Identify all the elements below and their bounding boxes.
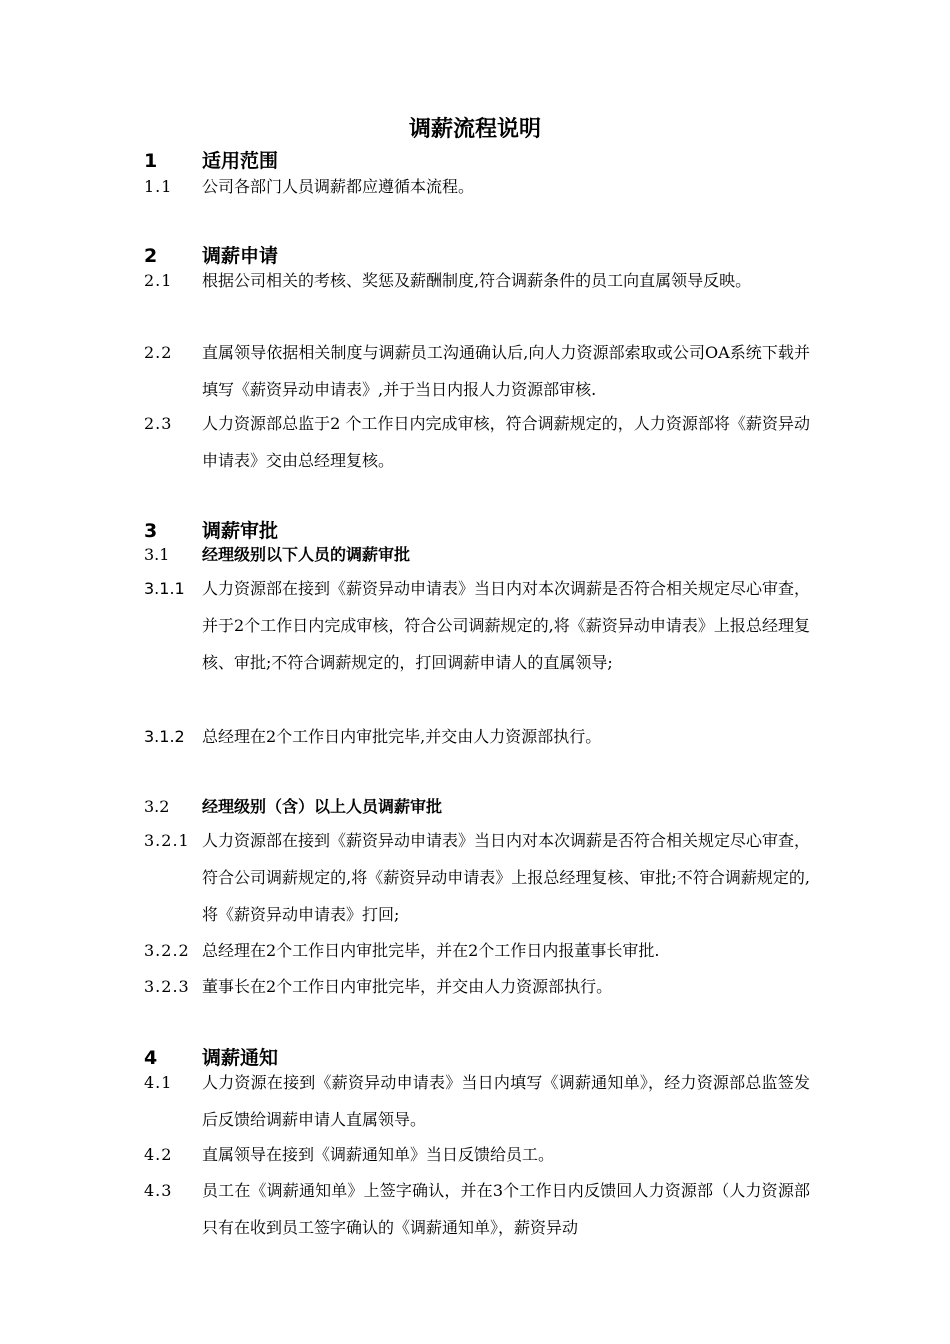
item-number: 4.1 [144, 1073, 173, 1092]
paragraph-4-1 [144, 1064, 810, 1138]
section-title: 调薪通知 [202, 1047, 279, 1069]
section-number: 2 [144, 245, 158, 267]
item-number: 3.2.3 [144, 977, 190, 996]
paragraph-3-2-2 [144, 932, 810, 969]
item-text: 人力资源部总监于2 个工作日内完成审核，符合调薪规定的，人力资源部将《薪资异动申请表》交由总经理复核。 [202, 414, 810, 470]
paragraph-2-1 [144, 262, 810, 299]
item-text: 人力资源在接到《薪资异动申请表》当日内填写《调薪通知单》，经力资源部总监签发后反馈给调薪申请人直属领导。 [202, 1073, 810, 1129]
section-title: 调薪申请 [202, 245, 279, 267]
paragraph-3-2-3 [144, 968, 810, 1005]
item-text: 直属领导在接到《调薪通知单》当日反馈给员工。 [202, 1145, 555, 1164]
item-number: 2.1 [144, 271, 173, 290]
item-number: 4.3 [144, 1181, 173, 1200]
paragraph-3-1-2 [144, 718, 810, 755]
section-number: 3 [144, 520, 158, 542]
document-title: 调薪流程说明 [408, 117, 541, 142]
item-text: 根据公司相关的考核、奖惩及薪酬制度,符合调薪条件的员工向直属领导反映。 [202, 271, 752, 290]
paragraph-1-1 [144, 168, 810, 205]
item-text: 公司各部门人员调薪都应遵循本流程。 [202, 177, 475, 196]
paragraph-3-2-1 [144, 822, 810, 933]
item-number: 3.1.1 [144, 579, 185, 598]
item-number: 1.1 [144, 177, 173, 196]
section-number: 1 [144, 150, 158, 172]
item-text: 员工在《调薪通知单》上签字确认，并在3个工作日内反馈回人力资源部（人力资源部只有在收到员工签字确认的《调薪通知单》，薪资异动 [202, 1181, 810, 1237]
item-number: 3.2.1 [144, 831, 190, 850]
subsection-number: 3.1 [144, 545, 170, 564]
subsection-number: 3.2 [144, 797, 170, 816]
item-text: 人力资源部在接到《薪资异动申请表》当日内对本次调薪是否符合相关规定尽心审查，并于2个工作日内完成审核，符合公司调薪规定的,将《薪资异动申请表》上报总经理复核、审批;不符合调薪规定的，打回调薪申请人的直属领导; [202, 579, 811, 672]
item-text: 总经理在2个工作日内审批完毕，并在2个工作日内报董事长审批. [202, 941, 660, 960]
paragraph-3-1-1 [144, 570, 810, 681]
item-text: 董事长在2个工作日内审批完毕，并交由人力资源部执行。 [202, 977, 613, 996]
paragraph-4-2 [144, 1136, 810, 1173]
subsection-title: 经理级别以下人员的调薪审批 [202, 545, 411, 564]
item-number: 3.2.2 [144, 941, 190, 960]
paragraph-2-2 [144, 334, 810, 408]
item-number: 3.1.2 [144, 727, 185, 746]
section-title: 适用范围 [202, 150, 279, 172]
item-text: 人力资源部在接到《薪资异动申请表》当日内对本次调薪是否符合相关规定尽心审查，符合公司调薪规定的,将《薪资异动申请表》上报总经理复核、审批;不符合调薪规定的,将《薪资异动申请表》打回; [202, 831, 811, 924]
paragraph-4-3 [144, 1172, 810, 1246]
item-number: 2.2 [144, 343, 173, 362]
section-number: 4 [144, 1047, 158, 1069]
item-number: 4.2 [144, 1145, 173, 1164]
paragraph-2-3 [144, 405, 810, 479]
item-text: 直属领导依据相关制度与调薪员工沟通确认后,向人力资源部索取或公司OA系统下载并填写《薪资异动申请表》,并于当日内报人力资源部审核. [202, 343, 810, 399]
section-title: 调薪审批 [202, 520, 279, 542]
subsection-title: 经理级别（含）以上人员调薪审批 [202, 797, 443, 816]
item-number: 2.3 [144, 414, 173, 433]
item-text: 总经理在2个工作日内审批完毕,并交由人力资源部执行。 [202, 727, 602, 746]
